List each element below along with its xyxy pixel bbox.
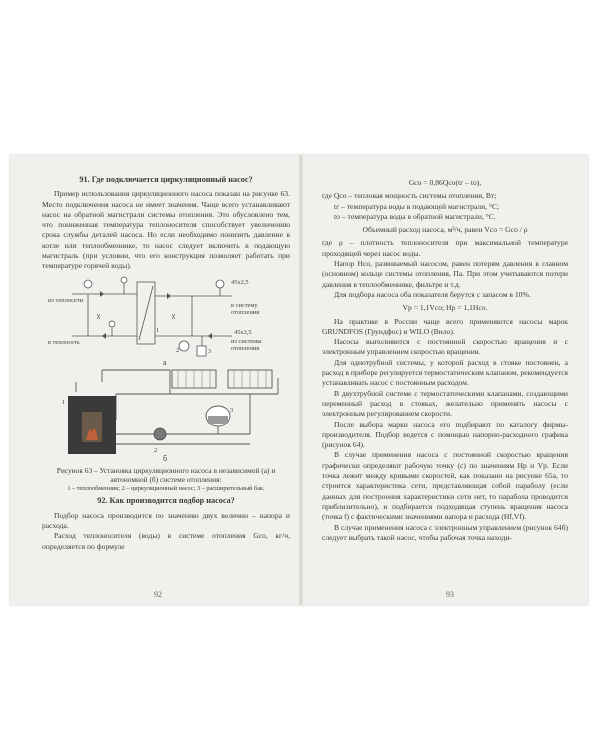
paragraph-one-pipe: Для однотрубной системы, у которой расход в стояке постоянен, а расход в приборе регулируется термостатическим клапаном, рекомендуется устанавливать насос с постоянным расходом. [322, 357, 568, 388]
paragraph-speed: Насосы выполняются с постоянной скоростью вращения и с электронным управлением скоростью вращения. [322, 337, 568, 357]
book-gutter [299, 155, 303, 605]
label-num-2a: 2 [176, 346, 180, 354]
label-letter-a: а [163, 357, 167, 367]
expansion-tank-a [197, 346, 206, 356]
label-to-network: в теплосеть [48, 338, 80, 346]
paragraph-electronic: В случае применения насоса с электронным управлением (рисунок 64б) следует выбрать такой насос, чтобы рабочая точка находи- [322, 522, 568, 542]
where-supply-temp: tг – температура воды в подающей магистрали, °С; [334, 201, 500, 211]
schematic-a [42, 274, 290, 366]
where-return-temp: tо – температура воды в обратной магистрали, °С. [334, 211, 496, 221]
label-num-1a: 1 [156, 326, 160, 334]
pump-a [179, 341, 189, 351]
label-from-heating: из системы отопления [231, 337, 262, 352]
left-page [42, 175, 290, 552]
label-to-heating: в систему отопления [231, 301, 260, 316]
paragraph-91: Пример использования циркуляционного насоса показан на рисунке 63. Место подключения насоса не имеет значения. Чаще всего устанавливают насос на обратной магистрали системы отопления. Это обусловлено тем, что пониженная температура теплоносителя способствует увеличению срока службы деталей насоса. Но если необходимо понизить давление в котле или теплообменнике, то насос следует включить в подающую магистраль (при условии, что его конструкция позволяет работать при температуре горячей воды). [42, 189, 290, 271]
schematic-b [42, 366, 290, 466]
where-density: где ρ – плотность теплоносителя при максимальной температуре проходящей через насос воды. [322, 238, 568, 258]
paragraph-92a: Подбор насоса производится по значению двух величин – напора и расхода. [42, 510, 290, 530]
paragraph-head: Напор Hсо, развиваемый насосом, равен потерям давления в главном (основном) кольце системы отопления, Па. При этом учитываются потери давления в теплообменнике, фильтре и т.д. [322, 259, 568, 289]
right-page [322, 175, 568, 543]
label-pipe-2: 45x2,5 [234, 328, 252, 336]
paragraph-brands: На практике в России чаще всего применяются насосы марок GRUNDFOS (Грундфос) и WILO (Вило). [322, 316, 568, 336]
formula-flow: Gсо = 0,86Qсо(tг – tо), [408, 178, 482, 187]
heading-92: 92. Как производится подбор насоса? [97, 496, 235, 506]
where-heat-power: где Qсо – тепловая мощность системы отопления, Вт; [322, 191, 497, 201]
paragraph-constant-speed: В случае применения насоса с постоянной скоростью вращения графически определяют рабочую точку (с) по значениям Hр и Vр. Если точка лежит между кривыми скоростей, как показано на рисунке 65а, то строится характеристика сети, представляющая собой параболу (если данных для построения характеристики сети нет, то парабола проводится приблизительно), и подбирается подходящая ступень вращения насоса (точка f) с фактическими значениями напора и расхода (Hf,Vf). [322, 450, 568, 522]
label-num-1b: 1 [62, 398, 66, 406]
figure-63b [42, 366, 290, 466]
page-number-right: 93 [446, 590, 454, 599]
figure-63-legend: 1 – теплообменник; 2 – циркуляционный насос; 3 – расширительный бак. [67, 484, 265, 492]
label-num-3a: 3 [208, 347, 212, 355]
heading-91: 91. Где подключается циркуляционный насос? [79, 175, 253, 184]
label-num-3b: 3 [230, 406, 234, 414]
label-pipe-1: 45x2,5 [231, 278, 249, 286]
label-num-2b: 2 [154, 446, 158, 454]
paragraph-catalog: После выбора марки насоса его подбирают по каталогу фирмы-производителя. Подбор ведется с помощью напорно-расходного графика (рисунок 64). [322, 419, 568, 450]
paragraph-92b: Расход теплоносителя (воды) в системе отопления Gсо, кг/ч, определяется по формуле [42, 531, 290, 551]
label-from-network: из теплосети [48, 296, 84, 304]
label-letter-b: б [163, 453, 168, 463]
paragraph-reserve: Для подбора насоса оба показателя берутся с запасом в 10%. [334, 289, 531, 299]
figure-63a [42, 274, 290, 366]
book-spread [10, 155, 588, 605]
pump-b [154, 428, 166, 440]
paragraph-two-pipe: В двухтрубной системе с термостатическими клапанами, создающими переменный расход в стояках, желательно применять насосы с электронным регулированием скорости. [322, 388, 568, 419]
figure-63-caption: Рисунок 63 – Установка циркуляционного насоса в независимой (а) и автономной (б) системе отопления: [56, 465, 276, 485]
formula-reserve: Vр = 1,1Vсо; Hр = 1,1Hсо. [402, 303, 488, 313]
volume-flow-formula: Объемный расход насоса, м³/ч, равен Vсо = Gсо / ρ [362, 225, 528, 235]
page-number-left: 92 [154, 590, 162, 599]
